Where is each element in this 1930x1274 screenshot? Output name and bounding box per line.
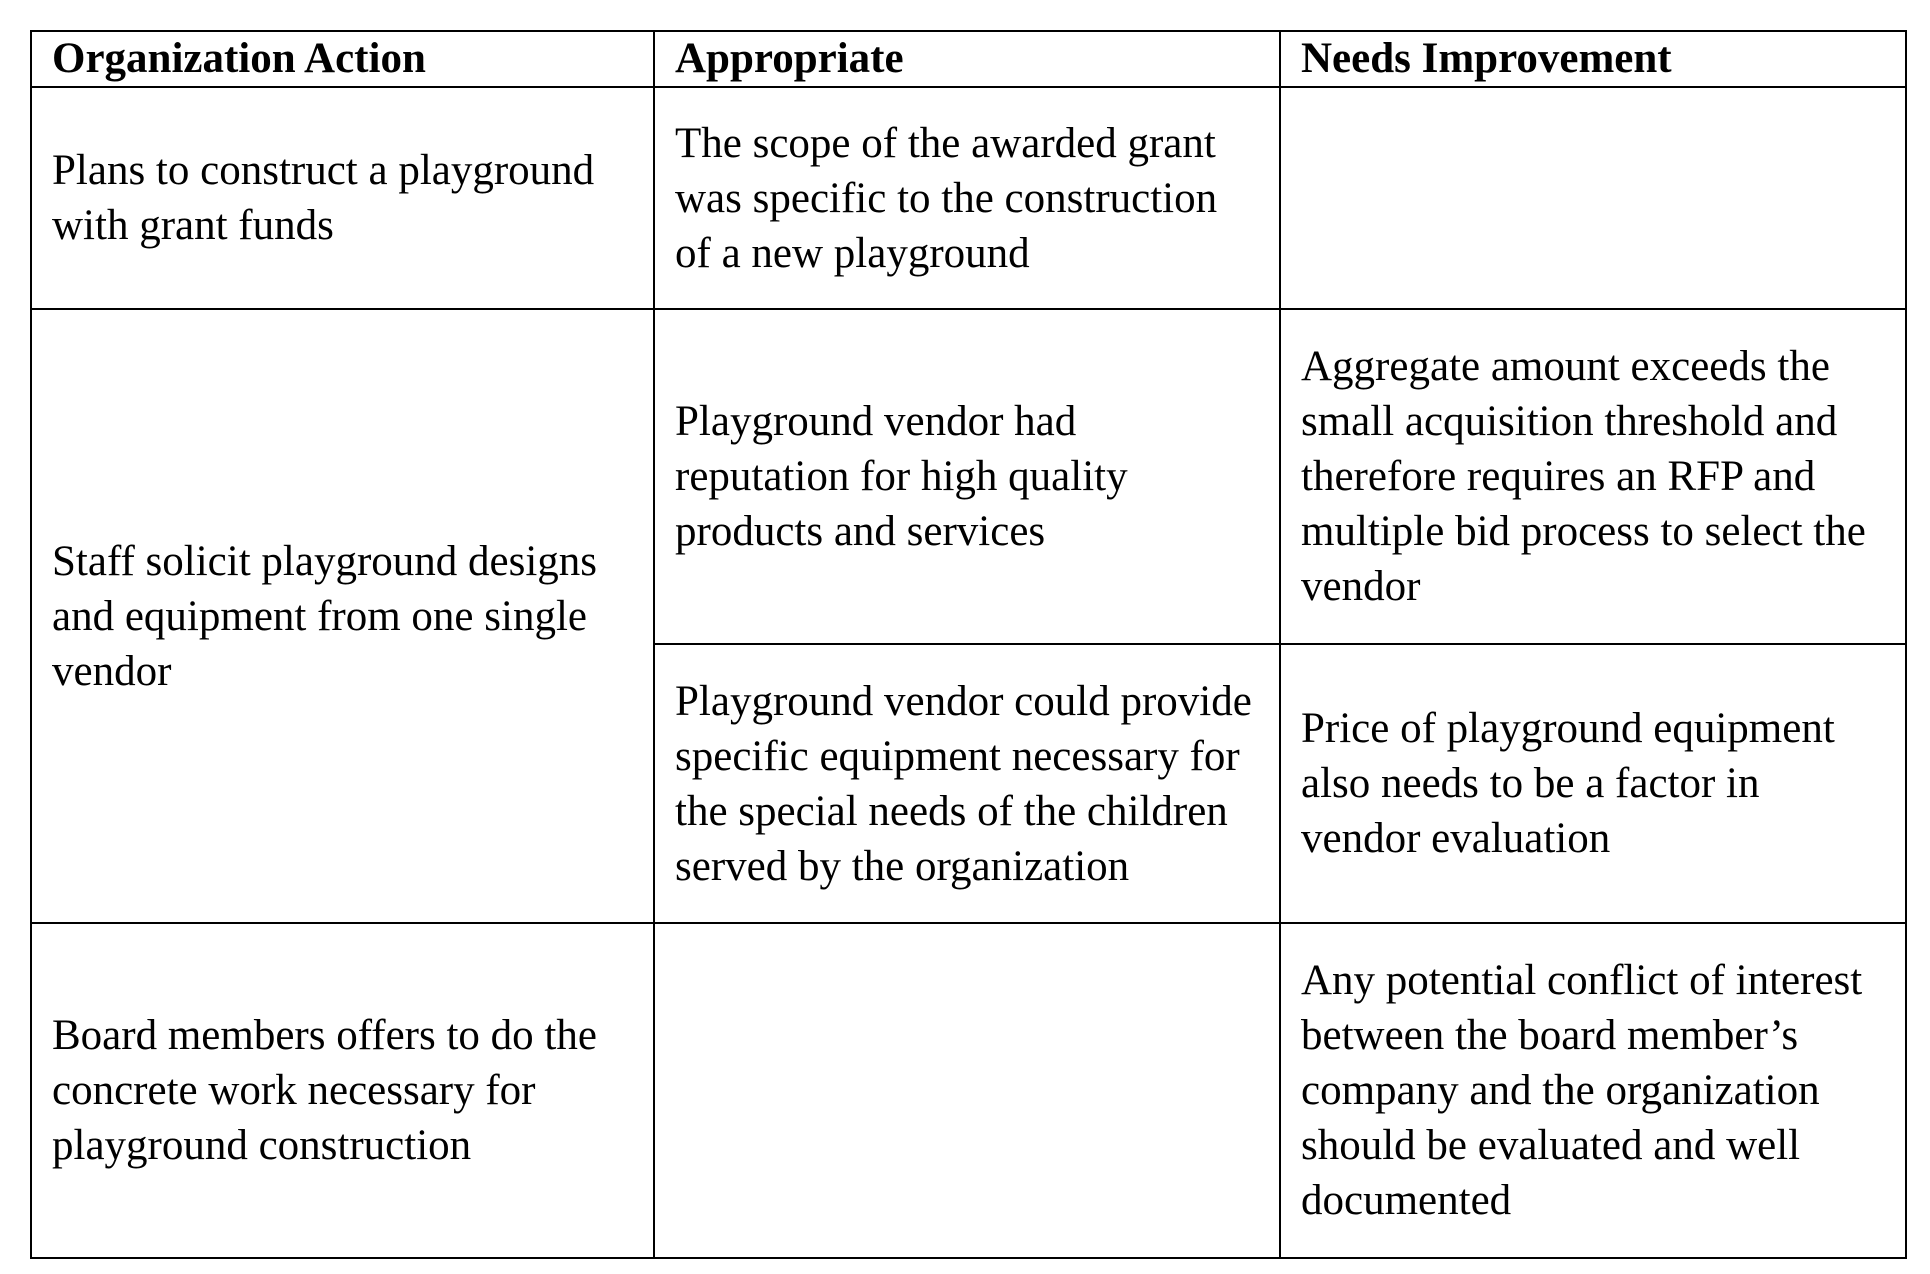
cell-text: Plans to construct a playground with grant funds [52,147,595,249]
cell-action [31,87,654,309]
header-organization-action: Organization Action [31,31,654,87]
header-row [31,31,1906,87]
cell-text: Any potential conflict of interest between the board member’s company and the organization should be evaluated and well documented [1301,957,1863,1224]
table-row [31,923,1906,1258]
table-row [31,309,1906,644]
header-needs-improvement: Needs Improvement [1280,31,1906,87]
cell-appropriate [654,923,1280,1258]
cell-needs-improvement [1280,644,1906,923]
cell-appropriate [654,87,1280,309]
cell-text: Playground vendor had reputation for high quality products and services [675,398,1128,555]
cell-text: Aggregate amount exceeds the small acquisition threshold and therefore requires an RFP and multiple bid process to select the vendor [1301,343,1866,610]
cell-appropriate [654,644,1280,923]
cell-text: Staff solicit playground designs and equipment from one single vendor [52,537,598,695]
cell-text: The scope of the awarded grant was specific to the construction of a new playground [675,119,1218,277]
evaluation-table [30,30,1907,1259]
cell-appropriate [654,309,1280,644]
cell-needs-improvement [1280,309,1906,644]
cell-text: Board members offers to do the concrete work necessary for playground construction [52,1012,597,1169]
cell-text: Price of playground equipment also needs to be a factor in vendor evaluation [1301,705,1835,862]
table-row [31,87,1906,309]
cell-needs-improvement [1280,923,1906,1258]
cell-action [31,923,654,1258]
cell-needs-improvement [1280,87,1906,309]
header-appropriate: Appropriate [654,31,1280,87]
cell-action [31,309,654,923]
cell-text: Playground vendor could provide specific equipment necessary for the special needs of the children served by the organization [675,677,1252,890]
